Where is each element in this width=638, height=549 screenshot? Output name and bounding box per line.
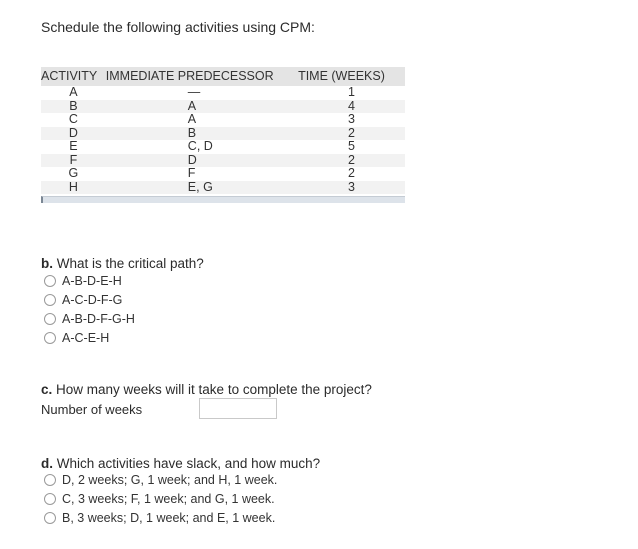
radio-button[interactable] — [44, 493, 56, 505]
activity-table — [41, 67, 405, 194]
radio-button[interactable] — [44, 275, 56, 287]
instructions-text: Schedule the following activities using CPM: — [41, 19, 315, 35]
cell-predecessor: E, G — [106, 181, 298, 195]
cell-time: 3 — [298, 181, 405, 195]
cell-time: 2 — [348, 166, 355, 180]
table-row — [41, 86, 405, 100]
table-row — [41, 154, 405, 168]
cell-activity: G — [68, 166, 79, 180]
question-c-prompt — [41, 382, 372, 397]
radio-button[interactable] — [44, 313, 56, 325]
cell-activity: F — [41, 154, 106, 168]
critical-path-option-3[interactable] — [44, 312, 135, 326]
cell-time: 2 — [298, 127, 405, 141]
cell-predecessor: — — [187, 85, 201, 99]
question-b-prompt — [41, 256, 204, 271]
option-label: C, 3 weeks; F, 1 week; and G, 1 week. — [62, 492, 275, 506]
number-of-weeks-input[interactable] — [199, 398, 277, 419]
question-d-text: Which activities have slack, and how much? — [53, 456, 321, 471]
cell-predecessor: F — [187, 166, 196, 180]
table-row — [41, 113, 405, 127]
radio-button[interactable] — [44, 512, 56, 524]
slack-option-3[interactable] — [44, 511, 275, 525]
table-scrollbar[interactable] — [41, 196, 405, 203]
table-row — [41, 127, 405, 141]
header-activity: ACTIVITY — [41, 67, 106, 86]
cell-predecessor: A — [106, 100, 298, 114]
cell-time: 4 — [298, 100, 405, 114]
cell-activity: D — [41, 127, 106, 141]
cell-predecessor: A — [187, 112, 197, 126]
question-d-prompt — [41, 456, 320, 471]
radio-button[interactable] — [44, 332, 56, 344]
question-c-text: How many weeks will it take to complete the project? — [52, 382, 372, 397]
question-b-text: What is the critical path? — [53, 256, 204, 271]
slack-option-2[interactable] — [44, 492, 275, 506]
cell-activity: H — [41, 181, 106, 195]
cell-activity: A — [69, 85, 78, 99]
slack-option-1[interactable] — [44, 473, 277, 487]
critical-path-option-1[interactable] — [44, 274, 122, 288]
header-time: TIME (WEEKS) — [298, 67, 405, 86]
table-row — [41, 100, 405, 114]
cell-time: 3 — [348, 112, 355, 126]
question-b-label: b. — [41, 256, 53, 271]
table-row — [41, 140, 405, 154]
cell-activity: E — [69, 139, 78, 153]
cell-time: 1 — [348, 85, 355, 99]
activity-table-container — [41, 67, 405, 203]
radio-button[interactable] — [44, 294, 56, 306]
question-d-label: d. — [41, 456, 53, 471]
option-label: A-C-E-H — [62, 331, 110, 345]
option-label: B, 3 weeks; D, 1 week; and E, 1 week. — [62, 511, 276, 525]
cell-time: 5 — [348, 139, 355, 153]
radio-button[interactable] — [44, 474, 56, 486]
header-predecessor: IMMEDIATE PREDECESSOR — [106, 67, 298, 86]
option-label: A-B-D-E-H — [62, 274, 122, 288]
table-row — [41, 181, 405, 195]
option-label: D, 2 weeks; G, 1 week; and H, 1 week. — [62, 473, 278, 487]
weeks-field-label: Number of weeks — [41, 402, 143, 417]
option-label: A-C-D-F-G — [62, 293, 123, 307]
cell-predecessor: B — [106, 127, 298, 141]
table-row — [41, 167, 405, 181]
critical-path-option-2[interactable] — [44, 293, 122, 307]
cell-predecessor: C, D — [187, 139, 213, 153]
cell-activity: C — [68, 112, 78, 126]
table-header-row — [41, 67, 405, 86]
critical-path-option-4[interactable] — [44, 331, 109, 345]
cell-predecessor: D — [106, 154, 298, 168]
option-label: A-B-D-F-G-H — [62, 312, 135, 326]
cell-time: 2 — [298, 154, 405, 168]
question-c-label: c. — [41, 382, 53, 397]
cell-activity: B — [41, 100, 106, 114]
